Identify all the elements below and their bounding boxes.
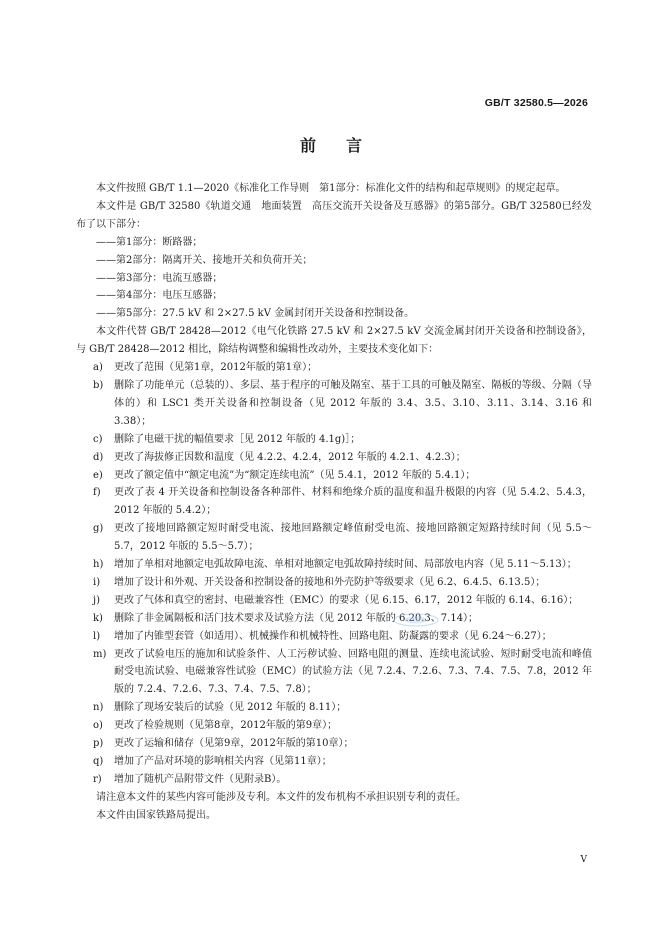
change-item bbox=[76, 484, 592, 520]
change-item bbox=[76, 574, 592, 592]
change-item-label: f) bbox=[93, 487, 101, 499]
title-char-2: 言 bbox=[346, 136, 363, 155]
change-item-label: r) bbox=[93, 773, 102, 785]
change-item-text: 更改了气体和真空的密封、电磁兼容性（EMC）的要求（见 6.15、6.17，2012 年版的 6.14、6.16）； bbox=[114, 594, 579, 606]
change-item-text: 增加了设计和外观、开关设备和控制设备的接地和外壳防护等级要求（见 6.2、6.4.5、6.13.5）； bbox=[114, 576, 546, 588]
change-item-label: k) bbox=[93, 612, 103, 624]
change-item bbox=[76, 467, 592, 485]
changes-list bbox=[76, 359, 592, 789]
change-item bbox=[76, 610, 592, 628]
change-item-label: g) bbox=[93, 523, 104, 535]
change-item-text: 增加了单相对地额定电弧故障电流、单相对地额定电弧故障持续时间、局部放电内容（见 5.11～5.13）； bbox=[114, 559, 577, 571]
change-item-text: 删除了非金属隔板和活门技术要求及试验方法（见 2012 年版的 6.20.3、7.14）； bbox=[114, 612, 479, 624]
title-char-1: 前 bbox=[299, 136, 316, 155]
change-item-label: l) bbox=[93, 630, 101, 642]
change-item-label: e) bbox=[93, 469, 103, 481]
change-item-label: q) bbox=[93, 756, 104, 767]
change-item-label: i) bbox=[93, 576, 101, 588]
change-item-label: d) bbox=[93, 451, 104, 463]
change-item-label: o) bbox=[93, 720, 103, 732]
page-folio: V bbox=[580, 855, 587, 865]
change-item bbox=[76, 377, 592, 431]
change-item bbox=[76, 431, 592, 449]
paragraph-series-info: 本文件是 GB/T 32580《轨道交通 地面装置 高压交流开关设备及互感器》的第5部分。GB/T 32580已经发布了以下部分： bbox=[76, 200, 592, 230]
change-item-label: a) bbox=[93, 362, 103, 374]
change-item-text: 更改了运输和储存（见第9章，2012年版的第10章）； bbox=[114, 738, 354, 750]
change-item-text: 更改了海拔修正因数和温度（见 4.2.2、4.2.4，2012 年版的 4.2.1、4.2.3）； bbox=[114, 451, 466, 463]
change-item bbox=[76, 359, 592, 377]
change-item-text: 增加了产品对环境的影响相关内容（见第11章）； bbox=[114, 756, 332, 767]
change-item-label: b) bbox=[93, 379, 104, 391]
change-item-label: j) bbox=[93, 594, 101, 606]
change-item-text: 更改了检验规则（见第8章，2012年版的第9章）； bbox=[114, 720, 338, 732]
paragraph-drafting-rules: 本文件按照 GB/T 1.1—2020《标准化工作导则 第1部分：标准化文件的结构和起草规则》的规定起草。 bbox=[96, 183, 566, 194]
paragraph-proposer: 本文件由国家铁路局提出。 bbox=[96, 809, 216, 821]
change-item bbox=[76, 449, 592, 467]
change-item-label: m) bbox=[93, 648, 107, 660]
change-item-text: 增加了随机产品附带文件（见附录B）。 bbox=[114, 773, 287, 785]
foreword-body bbox=[76, 180, 592, 825]
parts-list-item: ——第5部分：27.5 kV 和 2×27.5 kV 金属封闭开关设备和控制设备。 bbox=[96, 308, 415, 320]
parts-list-item: ——第4部分：电压互感器； bbox=[96, 290, 223, 302]
change-item-text: 更改了试验电压的施加和试验条件、人工污秽试验、回路电阻的测量、连续电流试验、短时耐受电流和峰值耐受电流试验、电磁兼容性试验（EMC）的试验方法（见 7.2.4、7.2.6、7.3、7.4、7.5、7.8，2012 年版的 7.2.4、7.2.6、7.3、7.4、7.5、7.8）； bbox=[114, 648, 592, 696]
change-item-label: h) bbox=[93, 559, 104, 571]
parts-list-item: ——第1部分：断路器； bbox=[96, 236, 203, 248]
change-item-text: 更改了表 4 开关设备和控制设备各种部件、材料和绝缘介质的温度和温升极限的内容（见 5.4.2、5.4.3，2012 年版的 5.4.2）； bbox=[114, 487, 592, 517]
paragraph-replacement: 本文件代替 GB/T 28428—2012《电气化铁路 27.5 kV 和 2×27.5 kV 交流金属封闭开关设备和控制设备》，与 GB/T 28428—2012 相比，除结构调整和编辑性改动外，主要技术变化如下： bbox=[76, 326, 592, 356]
change-item bbox=[76, 771, 592, 789]
change-item bbox=[76, 735, 592, 753]
change-item-text: 删除了现场安装后的试验（见 2012 年版的 8.11）； bbox=[114, 702, 347, 714]
page-title bbox=[0, 133, 662, 156]
change-item-text: 更改了接地回路额定短时耐受电流、接地回路额定峰值耐受电流、接地回路额定短路持续时间（见 5.5～5.7，2012 年版的 5.5～5.7）； bbox=[114, 523, 592, 553]
change-item bbox=[76, 646, 592, 700]
change-item-text: 增加了内锥型套管（如适用）、机械操作和机械特性、回路电阻、防凝露的要求（见 6.24～6.27）； bbox=[114, 630, 552, 642]
change-item bbox=[76, 699, 592, 717]
change-item bbox=[76, 717, 592, 735]
change-item bbox=[76, 556, 592, 574]
change-item-text: 更改了额定值中“额定电流”为“额定连续电流”（见 5.4.1，2012 年版的 5.4.1）； bbox=[114, 469, 476, 481]
change-item-text: 更改了范围（见第1章，2012年版的第1章）； bbox=[114, 362, 318, 374]
watermark-logo bbox=[392, 612, 440, 628]
parts-list bbox=[76, 234, 592, 324]
change-item-text: 删除了电磁干扰的幅值要求［见 2012 年版的 4.1g)］； bbox=[114, 433, 361, 445]
change-item bbox=[76, 753, 592, 771]
change-item bbox=[76, 520, 592, 556]
change-item bbox=[76, 592, 592, 610]
change-item-label: n) bbox=[93, 702, 104, 714]
standard-number: GB/T 32580.5—2026 bbox=[484, 97, 588, 109]
change-item-text: 删除了功能单元（总装的）、多层、基于程序的可触及隔室、基于工具的可触及隔室、隔板的等级、分隔（导体的）和 LSC1 类开关设备和控制设备（见 2012 年版的 3.4、3.5、3.10、3.11、3.14、3.16 和 3.38）； bbox=[114, 379, 592, 427]
paragraph-patent-notice: 请注意本文件的某些内容可能涉及专利。本文件的发布机构不承担识别专利的责任。 bbox=[96, 791, 466, 803]
change-item-label: p) bbox=[93, 738, 104, 750]
change-item bbox=[76, 628, 592, 646]
change-item-label: c) bbox=[93, 433, 103, 445]
parts-list-item: ——第3部分：电流互感器； bbox=[96, 272, 223, 284]
parts-list-item: ——第2部分：隔离开关、接地开关和负荷开关； bbox=[96, 254, 313, 266]
